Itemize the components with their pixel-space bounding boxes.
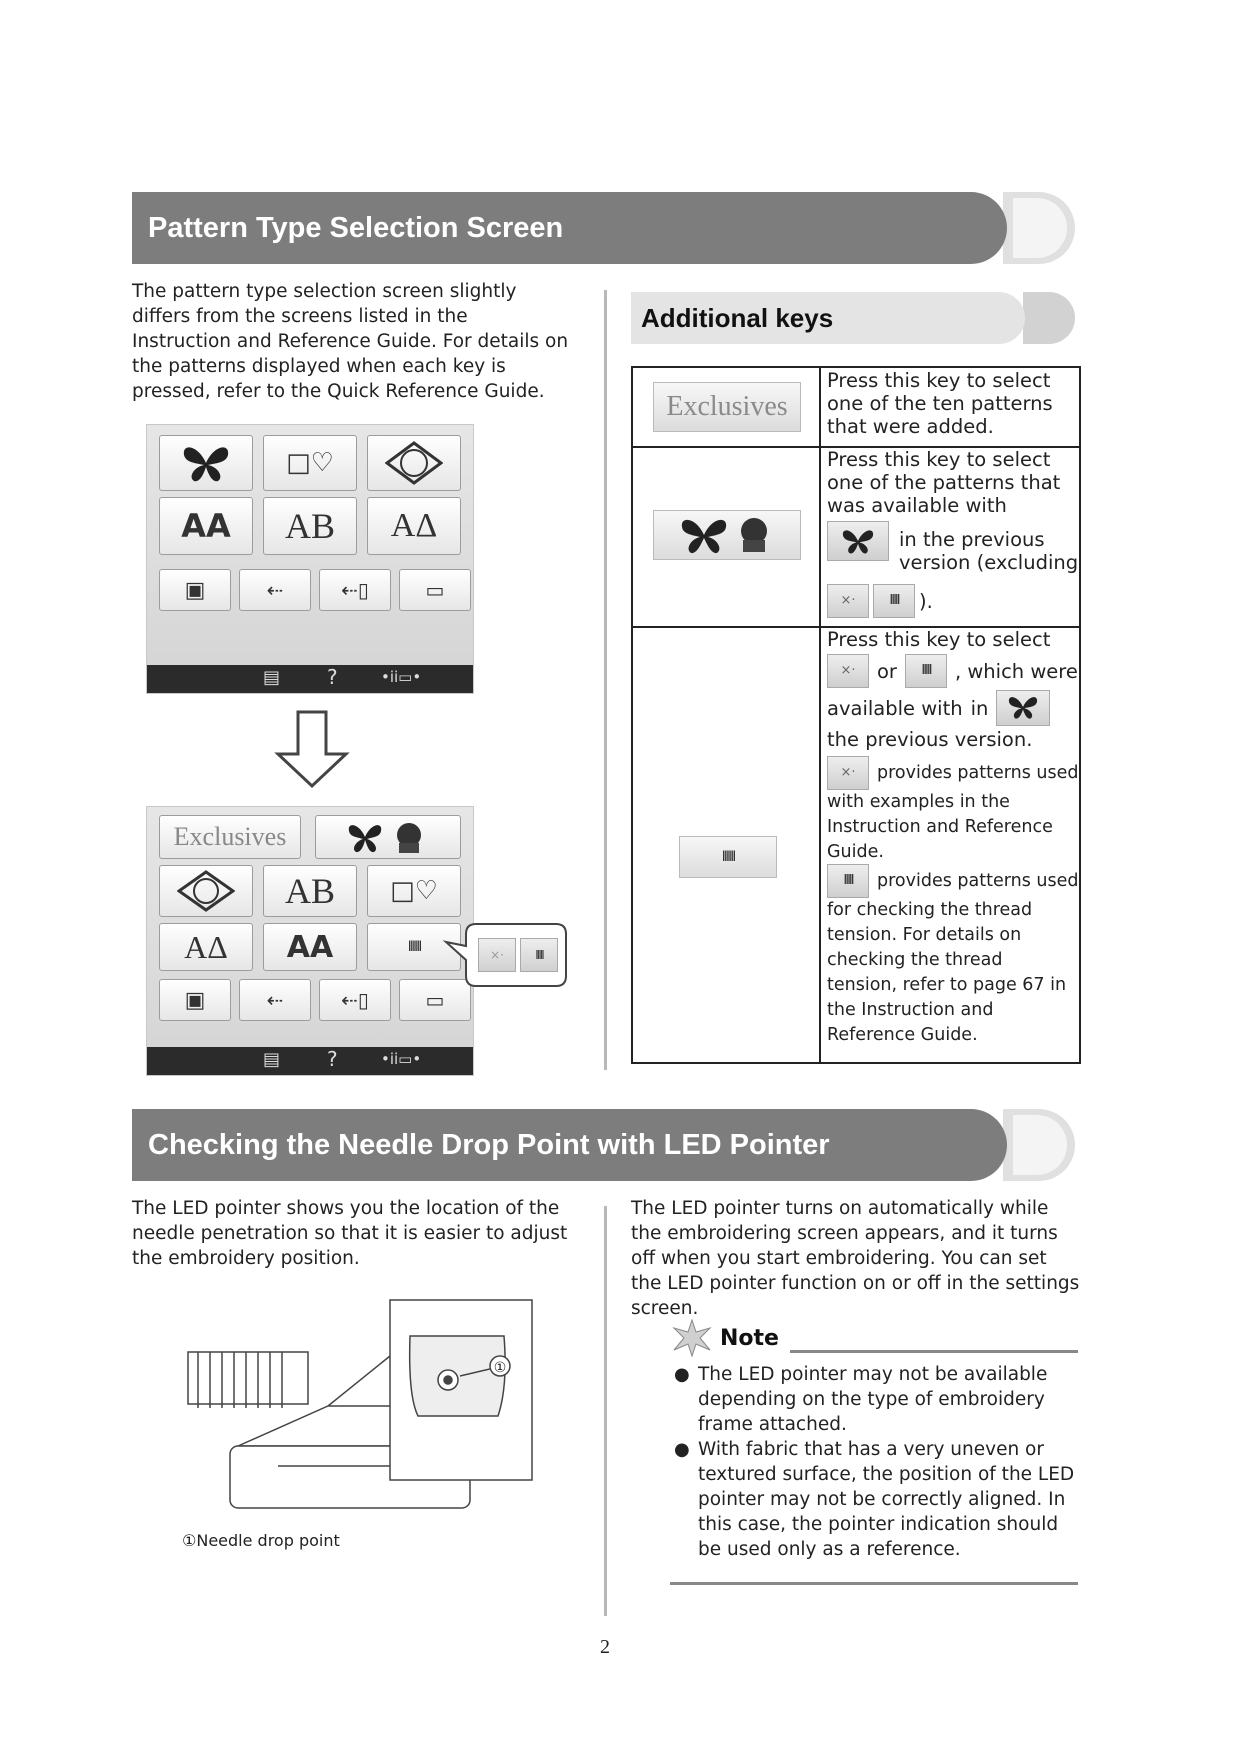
- prev-version-text: the previous version.: [827, 728, 1033, 751]
- exclusives-key-image: Exclusives: [653, 382, 801, 432]
- tension-patterns-chip: IIIII: [873, 584, 915, 618]
- key-cell: [633, 628, 821, 1062]
- usb-mouse-key[interactable]: [319, 979, 391, 1021]
- font-key-3[interactable]: AΔ: [159, 923, 253, 971]
- column-divider: [604, 1206, 607, 1616]
- row-description-2: in the previous version (excluding: [899, 528, 1079, 574]
- note-item-text: With fabric that has a very uneven or textured surface, the position of the LED pointer may not be correctly aligned. In this case, the pointer indication should be used only as a reference.: [698, 1439, 1075, 1560]
- example-patterns-chip: ×·: [478, 938, 516, 972]
- frame-move-icon: •ii▭•: [381, 668, 422, 686]
- provides-text-2: provides patterns used: [877, 871, 1079, 891]
- memory-key[interactable]: [159, 979, 231, 1021]
- available-text: available with: [827, 696, 963, 720]
- previous-version-key[interactable]: [315, 815, 461, 859]
- example-patterns-chip: ×·: [827, 654, 869, 688]
- monogram-icon: [177, 870, 235, 912]
- usb-mouse-icon: ⇠▯: [341, 578, 369, 602]
- status-bar: [147, 665, 473, 693]
- font-key-1[interactable]: AA: [263, 923, 357, 971]
- memory-key[interactable]: [159, 569, 231, 611]
- section-title: Checking the Needle Drop Point with LED Pointer: [148, 1129, 830, 1161]
- usb-icon: ⇠: [266, 578, 284, 602]
- row-description-3: ).: [919, 589, 933, 613]
- machine-icon: ▣: [184, 987, 206, 1013]
- list-icon: ▤: [263, 1049, 281, 1070]
- monogram-icon: [385, 441, 443, 485]
- previous-version-key-image: [653, 510, 801, 560]
- examples-text: with examples in the Instruction and Reference Guide.: [827, 792, 1053, 862]
- section-intro: The pattern type selection screen slightly differs from the screens listed in the Instruction and Reference Guide. For details on the patterns displayed when each key is pressed, refer to the Quick Reference Guide.: [132, 281, 569, 402]
- key-cell: [633, 448, 821, 626]
- note-star-icon: [670, 1318, 714, 1358]
- frame-move-icon: •ii▭•: [381, 1050, 422, 1068]
- note-bottom-rule: [670, 1582, 1078, 1585]
- frame-shapes-icon: □♡: [286, 448, 334, 478]
- note-item-text: The LED pointer may not be available depending on the type of embroidery frame attached.: [698, 1364, 1048, 1435]
- table-row: [633, 368, 1079, 448]
- status-bar: [147, 1047, 473, 1075]
- list-icon: ▤: [263, 667, 281, 688]
- font-key-3[interactable]: AΔ: [367, 497, 461, 555]
- butterfly-key-chip: [827, 521, 889, 561]
- keys-table: [631, 366, 1081, 1064]
- usb-icon: ⇠: [266, 988, 284, 1012]
- monogram-key[interactable]: [367, 435, 461, 491]
- butterfly-basket-icon: [654, 511, 800, 559]
- note-title: Note: [720, 1326, 779, 1351]
- note-top-rule: [790, 1350, 1078, 1353]
- frame-shapes-key[interactable]: [367, 865, 461, 917]
- screen-before: [146, 424, 474, 694]
- embroidery-machine-figure: [178, 1296, 538, 1526]
- table-row: [633, 628, 1079, 1062]
- section-banner-led-pointer: [132, 1109, 1075, 1181]
- utility-key-image: IIIIII: [679, 836, 777, 878]
- led-left-text: The LED pointer shows you the location of the needle penetration so that it is easier to adjust the embroidery position.: [132, 1198, 568, 1269]
- machine-icon: ▣: [184, 577, 206, 603]
- or-line: [827, 654, 1078, 688]
- provides-text-1: provides patterns used: [877, 763, 1079, 783]
- sub-banner-cap: [1023, 292, 1075, 344]
- tension-patterns-chip: IIIII: [520, 938, 558, 972]
- frame-shapes-key[interactable]: [263, 435, 357, 491]
- butterfly-icon: [838, 526, 878, 556]
- bullet-icon: ●: [674, 1439, 690, 1460]
- screen-after: [146, 806, 474, 1076]
- provides-line-1: [827, 756, 1078, 790]
- butterfly-chip: [827, 521, 889, 561]
- butterfly-icon: [178, 441, 234, 485]
- butterfly-icon: [1005, 693, 1041, 721]
- note-item: [674, 1362, 1078, 1437]
- additional-keys-banner: [631, 292, 1075, 344]
- column-divider: [604, 290, 607, 1070]
- key-cell: [633, 368, 821, 446]
- bullet-icon: ●: [674, 1364, 690, 1385]
- butterfly-basket-icon: [343, 819, 433, 855]
- exclusives-key[interactable]: Exclusives: [159, 815, 301, 859]
- provides-line-2: [827, 864, 1078, 898]
- utility-key[interactable]: IIIIII: [367, 923, 461, 971]
- or-text: or: [877, 659, 897, 683]
- tension-patterns-chip: IIIII: [827, 864, 869, 898]
- usb-mouse-icon: ⇠▯: [341, 988, 369, 1012]
- which-text: , which were: [954, 659, 1078, 683]
- note-body: [674, 1362, 1078, 1562]
- help-icon: ?: [327, 1047, 338, 1071]
- available-line: [827, 690, 1050, 726]
- page-number: 2: [600, 1636, 610, 1658]
- row-description: Press this key to select one of the ten patterns that were added.: [827, 369, 1053, 438]
- in-text: in: [970, 696, 989, 720]
- led-right-text: The LED pointer turns on automatically while the embroidering screen appears, and it turns off when you start embroidering. You can set the LED pointer function on or off in the settings screen.: [631, 1198, 1080, 1319]
- callout-number: ①: [493, 1360, 507, 1376]
- additional-keys-title: Additional keys: [641, 303, 834, 333]
- tension-patterns-chip: IIIII: [905, 654, 947, 688]
- font-key-2[interactable]: AB: [263, 865, 357, 917]
- computer-icon: ▭: [425, 578, 445, 602]
- monogram-key[interactable]: [159, 865, 253, 917]
- table-row: [633, 448, 1079, 628]
- computer-icon: ▭: [425, 988, 445, 1012]
- excluded-keys: [827, 584, 933, 618]
- section-banner-pattern-type: [132, 192, 1075, 264]
- computer-key[interactable]: [399, 569, 471, 611]
- row-description: Press this key to select one of the patterns that was available with: [827, 448, 1061, 517]
- arrow-down-icon: [272, 710, 352, 790]
- butterfly-key-chip: [996, 690, 1050, 726]
- usb-key[interactable]: [239, 569, 311, 611]
- tension-text: for checking the thread tension. For details on checking the thread tension, refer to page 67 in the Instruction and Reference Guide.: [827, 900, 1067, 1045]
- font-key-1[interactable]: AA: [159, 497, 253, 555]
- row-description: Press this key to select: [827, 628, 1051, 651]
- note-item: [674, 1437, 1078, 1562]
- font-key-2[interactable]: AB: [263, 497, 357, 555]
- usb-mouse-key[interactable]: [319, 569, 391, 611]
- example-patterns-chip: ×·: [827, 584, 869, 618]
- section-title: Pattern Type Selection Screen: [148, 212, 564, 244]
- butterfly-key[interactable]: [159, 435, 253, 491]
- example-patterns-chip: ×·: [827, 756, 869, 790]
- frame-shapes-icon: □♡: [390, 876, 438, 906]
- usb-key[interactable]: [239, 979, 311, 1021]
- help-icon: ?: [327, 665, 338, 689]
- figure-caption: ①Needle drop point: [182, 1531, 340, 1550]
